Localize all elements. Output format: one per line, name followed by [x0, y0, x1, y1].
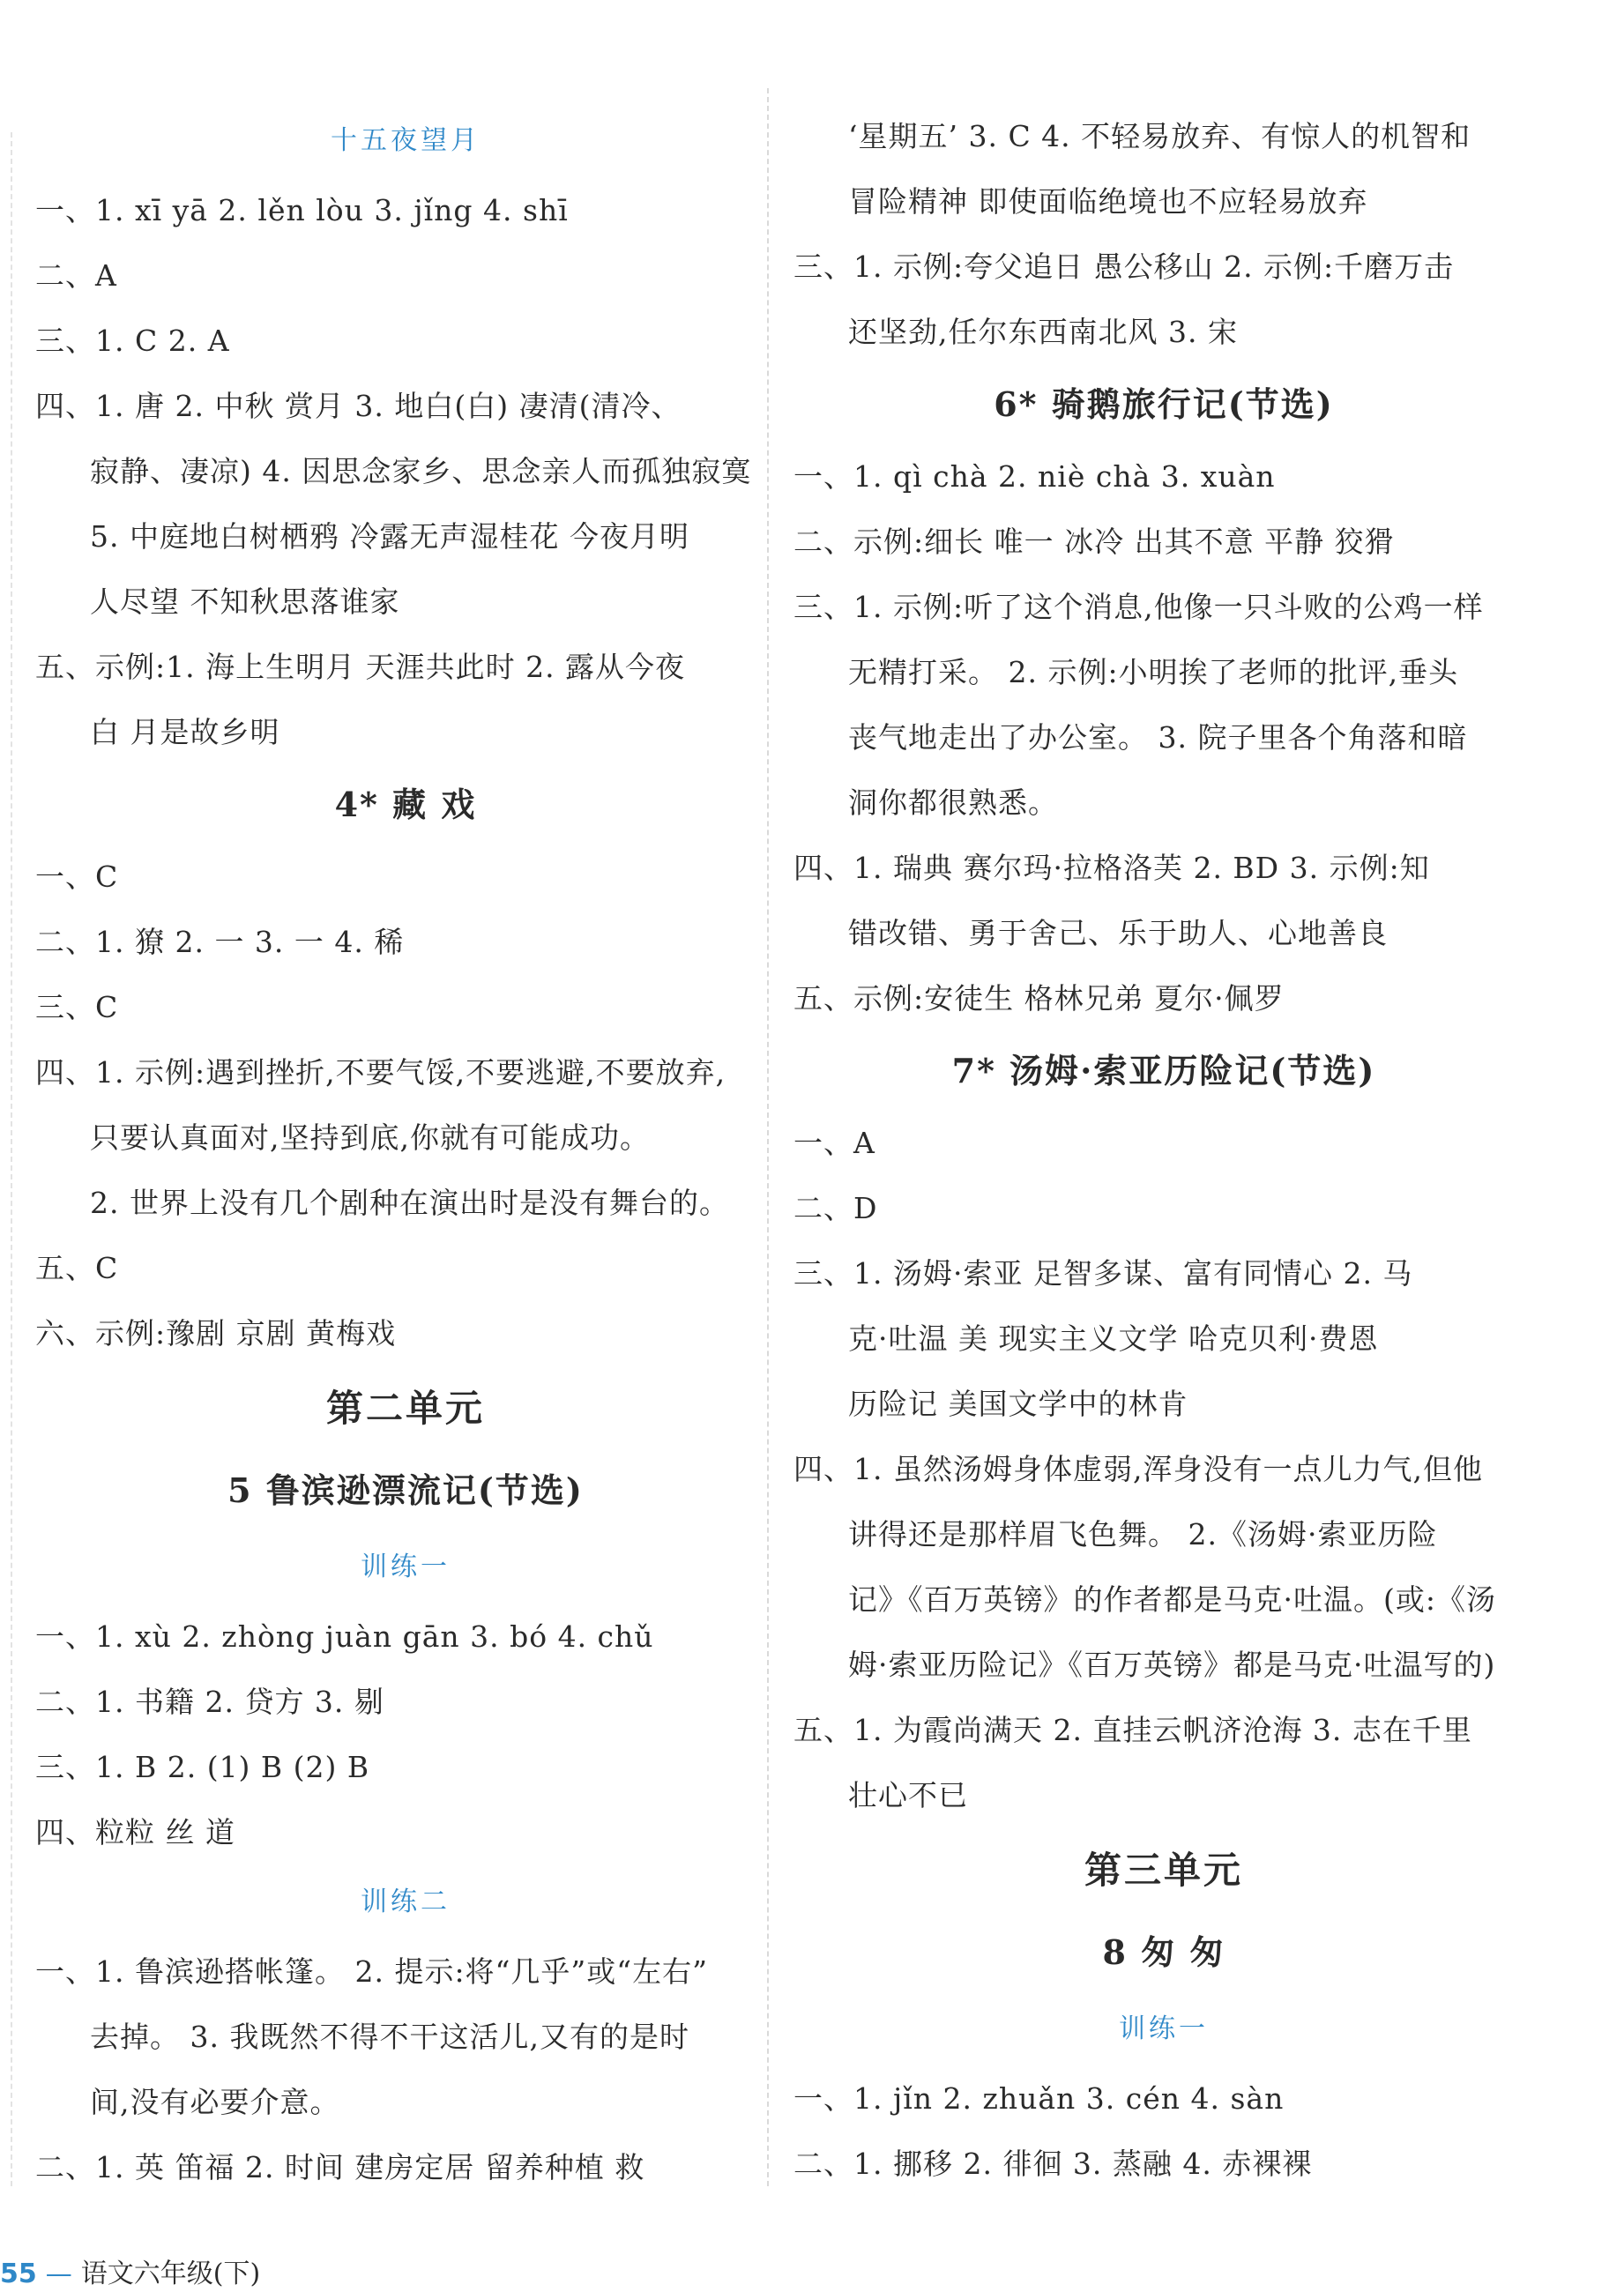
section-subtitle: 训练一 — [1119, 2013, 1209, 2044]
answer-line: 一、A — [793, 1126, 875, 1160]
footer-dash: — — [45, 2259, 72, 2289]
left-margin-rule — [11, 132, 12, 2186]
column-divider — [767, 88, 769, 2186]
unit-heading: 第三单元 — [1084, 1849, 1243, 1892]
answer-line-continued: 错改错、勇于舍己、乐于助人、心地善良 — [848, 916, 1388, 950]
answer-line: 二、1. 书籍 2. 贷方 3. 剔 — [35, 1685, 384, 1719]
answer-line: 一、1. jǐn 2. zhuǎn 3. cén 4. sàn — [793, 2081, 1285, 2116]
answer-line-continued: 冒险精神 即使面临绝境也不应轻易放弃 — [848, 184, 1368, 219]
answer-line-continued: 人尽望 不知秋思落谁家 — [90, 584, 400, 619]
answer-line-continued: 只要认真面对,坚持到底,你就有可能成功。 — [90, 1120, 650, 1155]
page-footer — [0, 2257, 260, 2292]
answer-line-continued: 姆·索亚历险记》《百万英镑》都是马克·吐温写的) — [848, 1648, 1496, 1682]
answer-line: 四、1. 瑞典 赛尔玛·拉格洛芙 2. BD 3. 示例:知 — [793, 851, 1430, 885]
answer-line: 二、1. 英 笛福 2. 时间 建房定居 留养种植 救 — [35, 2150, 645, 2184]
answer-line-continued: 5. 中庭地白树栖鸦 冷露无声湿桂花 今夜月明 — [90, 519, 689, 554]
answer-line: 三、1. B 2. (1) B (2) B — [35, 1750, 370, 1784]
answer-line-continued: 寂静、凄凉) 4. 因思念家乡、思念亲人而孤独寂寞 — [90, 454, 752, 488]
answer-line: 三、1. 示例:听了这个消息,他像一只斗败的公鸡一样 — [793, 590, 1484, 624]
answer-line-continued: 丧气地走出了办公室。 3. 院子里各个角落和暗 — [848, 720, 1468, 755]
answer-line: 五、示例:1. 海上生明月 天涯共此时 2. 露从今夜 — [35, 650, 686, 684]
answer-line-continued: 间,没有必要介意。 — [90, 2085, 340, 2119]
answer-line: 一、1. 鲁滨逊搭帐篷。 2. 提示:将“几乎”或“左右” — [35, 1954, 709, 1989]
answer-line-continued: 2. 世界上没有几个剧种在演出时是没有舞台的。 — [90, 1186, 729, 1220]
answer-line: 二、示例:细长 唯一 冰冷 出其不意 平静 狡猾 — [793, 525, 1395, 559]
answer-line-continued: 白 月是故乡明 — [90, 715, 280, 749]
answer-line: 三、1. C 2. A — [35, 324, 230, 358]
section-subtitle: 训练一 — [361, 1552, 451, 1582]
answer-line: 三、1. 示例:夸父追日 愚公移山 2. 示例:千磨万击 — [793, 249, 1455, 284]
answer-line: 一、1. qì chà 2. niè chà 3. xuàn — [793, 459, 1276, 494]
answer-line-continued: 记》《百万英镑》的作者都是马克·吐温。(或:《汤 — [848, 1582, 1496, 1617]
unit-heading: 第二单元 — [325, 1387, 485, 1430]
section-subtitle: 训练二 — [361, 1886, 451, 1917]
lesson-title: 7* 汤姆·索亚历险记(节选) — [951, 1051, 1376, 1090]
answer-line-continued: 无精打采。 2. 示例:小明挨了老师的批评,垂头 — [848, 655, 1459, 689]
answer-line: 四、粒粒 丝 道 — [35, 1815, 235, 1849]
answer-line: 五、示例:安徒生 格林兄弟 夏尔·佩罗 — [793, 981, 1285, 1016]
answer-line-continued: 克·吐温 美 现实主义文学 哈克贝利·费恩 — [848, 1321, 1379, 1356]
lesson-title: 5 鲁滨逊漂流记(节选) — [227, 1470, 584, 1510]
answer-line: 五、1. 为霞尚满天 2. 直挂云帆济沧海 3. 志在千里 — [793, 1713, 1472, 1747]
book-title: 语文六年级(下) — [80, 2259, 261, 2289]
answer-line: 二、1. 獠 2. 一 3. 一 4. 稀 — [35, 925, 405, 959]
answer-line: 四、1. 示例:遇到挫折,不要气馁,不要逃避,不要放弃, — [35, 1055, 726, 1090]
answer-line-continued: 去掉。 3. 我既然不得不干这活儿,又有的是时 — [90, 2020, 689, 2054]
left-column — [35, 104, 776, 2200]
lesson-title: 8 匆 匆 — [1102, 1932, 1225, 1972]
answer-line-continued: 还坚劲,任尔东西南北风 3. 宋 — [848, 315, 1238, 349]
right-column — [793, 104, 1534, 2197]
answer-line: 六、示例:豫剧 京剧 黄梅戏 — [35, 1316, 397, 1351]
section-subtitle: 十五夜望月 — [331, 125, 480, 156]
answer-line-continued: 讲得还是那样眉飞色舞。 2.《汤姆·索亚历险 — [848, 1517, 1438, 1552]
answer-line: 三、C — [35, 990, 119, 1024]
answer-line: 五、C — [35, 1251, 119, 1285]
lesson-title: 4* 藏 戏 — [334, 785, 477, 824]
answer-line-continued: 壮心不已 — [848, 1778, 968, 1812]
answer-line: 二、1. 挪移 2. 徘徊 3. 蒸融 4. 赤裸裸 — [793, 2147, 1313, 2181]
answer-line: 二、D — [793, 1191, 878, 1225]
page-number: 55 — [0, 2259, 37, 2289]
lesson-title: 6* 骑鹅旅行记(节选) — [994, 384, 1334, 424]
answer-line: 四、1. 虽然汤姆身体虚弱,浑身没有一点儿力气,但他 — [793, 1452, 1483, 1486]
answer-line: 四、1. 唐 2. 中秋 赏月 3. 地白(白) 凄清(清冷、 — [35, 389, 682, 423]
answer-line: 一、1. xù 2. zhòng juàn gān 3. bó 4. chǔ — [35, 1619, 654, 1654]
answer-line: 一、C — [35, 860, 119, 894]
answer-line-continued: ‘星期五’ 3. C 4. 不轻易放弃、有惊人的机智和 — [848, 119, 1471, 153]
answer-line-continued: 历险记 美国文学中的林肯 — [848, 1387, 1188, 1421]
answer-line: 一、1. xī yā 2. lěn lòu 3. jǐng 4. shī — [35, 193, 569, 227]
answer-line: 三、1. 汤姆·索亚 足智多谋、富有同情心 2. 马 — [793, 1256, 1413, 1291]
answer-line-continued: 洞你都很熟悉。 — [848, 785, 1058, 820]
answer-line: 二、A — [35, 258, 117, 293]
